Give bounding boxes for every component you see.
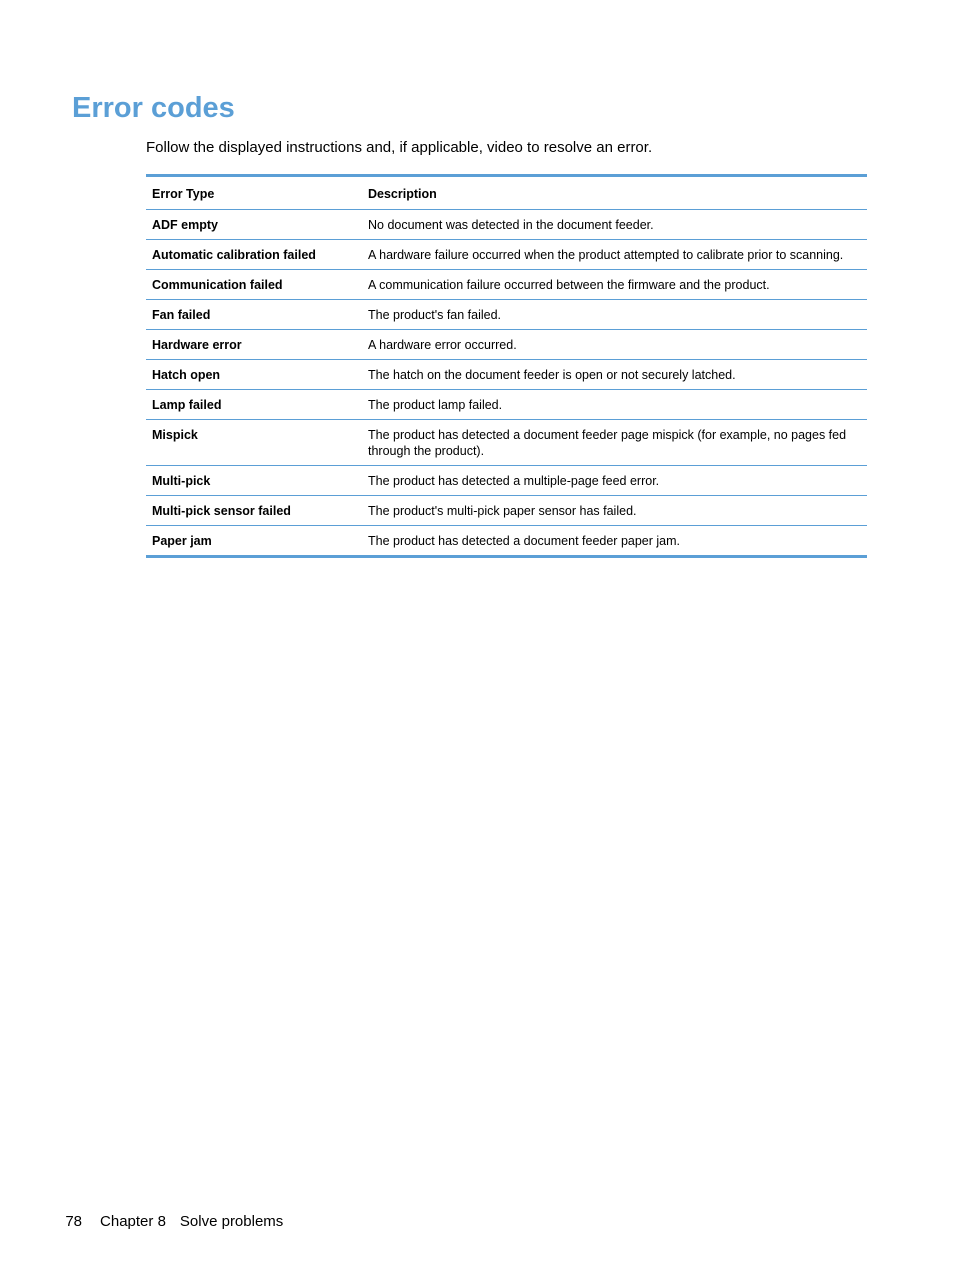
- table-row: [146, 270, 867, 300]
- description-cell: A communication failure occurred between the firmware and the product.: [362, 270, 867, 300]
- table-row: [146, 496, 867, 526]
- table-header-row: [146, 177, 867, 210]
- error-type-cell: Lamp failed: [146, 390, 362, 420]
- error-type-cell: Automatic calibration failed: [146, 240, 362, 270]
- error-type-cell: Hardware error: [146, 330, 362, 360]
- footer-chapter: Chapter 8: [100, 1213, 166, 1230]
- description-cell: No document was detected in the document feeder.: [368, 218, 654, 232]
- error-type-cell: Multi-pick: [146, 466, 362, 496]
- error-type-cell: Communication failed: [146, 270, 362, 300]
- description-cell: A hardware error occurred.: [362, 330, 867, 360]
- error-type-cell: Paper jam: [146, 526, 362, 556]
- error-codes-table: [146, 174, 867, 558]
- header-error-type: Error Type: [146, 177, 362, 210]
- table-row: [146, 390, 867, 420]
- table-row: [146, 240, 867, 270]
- table-row: [146, 300, 867, 330]
- table-row: [146, 330, 867, 360]
- table-row: [146, 420, 867, 466]
- error-type-cell: ADF empty: [152, 218, 218, 232]
- description-cell: The hatch on the document feeder is open or not securely latched.: [362, 360, 867, 390]
- table-row: [146, 526, 867, 556]
- page-number: 78: [65, 1213, 83, 1230]
- footer-chapter-title: Solve problems: [179, 1213, 284, 1230]
- description-cell: The product has detected a document feeder paper jam.: [362, 526, 867, 556]
- header-description: Description: [362, 177, 867, 210]
- page-title: Error codes: [72, 92, 235, 124]
- table-row: [146, 210, 867, 240]
- description-cell: The product's fan failed.: [362, 300, 867, 330]
- description-cell: The product lamp failed.: [362, 390, 867, 420]
- table-row: [146, 466, 867, 496]
- error-type-cell: Mispick: [146, 420, 362, 466]
- description-cell: The product's multi-pick paper sensor has failed.: [362, 496, 867, 526]
- description-cell: The product has detected a multiple-page feed error.: [362, 466, 867, 496]
- error-type-cell: Multi-pick sensor failed: [146, 496, 362, 526]
- description-cell: The product has detected a document feeder page mispick (for example, no pages fed through the product).: [362, 420, 867, 466]
- page-footer: [57, 1192, 283, 1232]
- table-row: [146, 360, 867, 390]
- intro-text: Follow the displayed instructions and, if applicable, video to resolve an error.: [146, 139, 653, 156]
- error-type-cell: Fan failed: [146, 300, 362, 330]
- description-cell: A hardware failure occurred when the product attempted to calibrate prior to scanning.: [362, 240, 867, 270]
- error-type-cell: Hatch open: [146, 360, 362, 390]
